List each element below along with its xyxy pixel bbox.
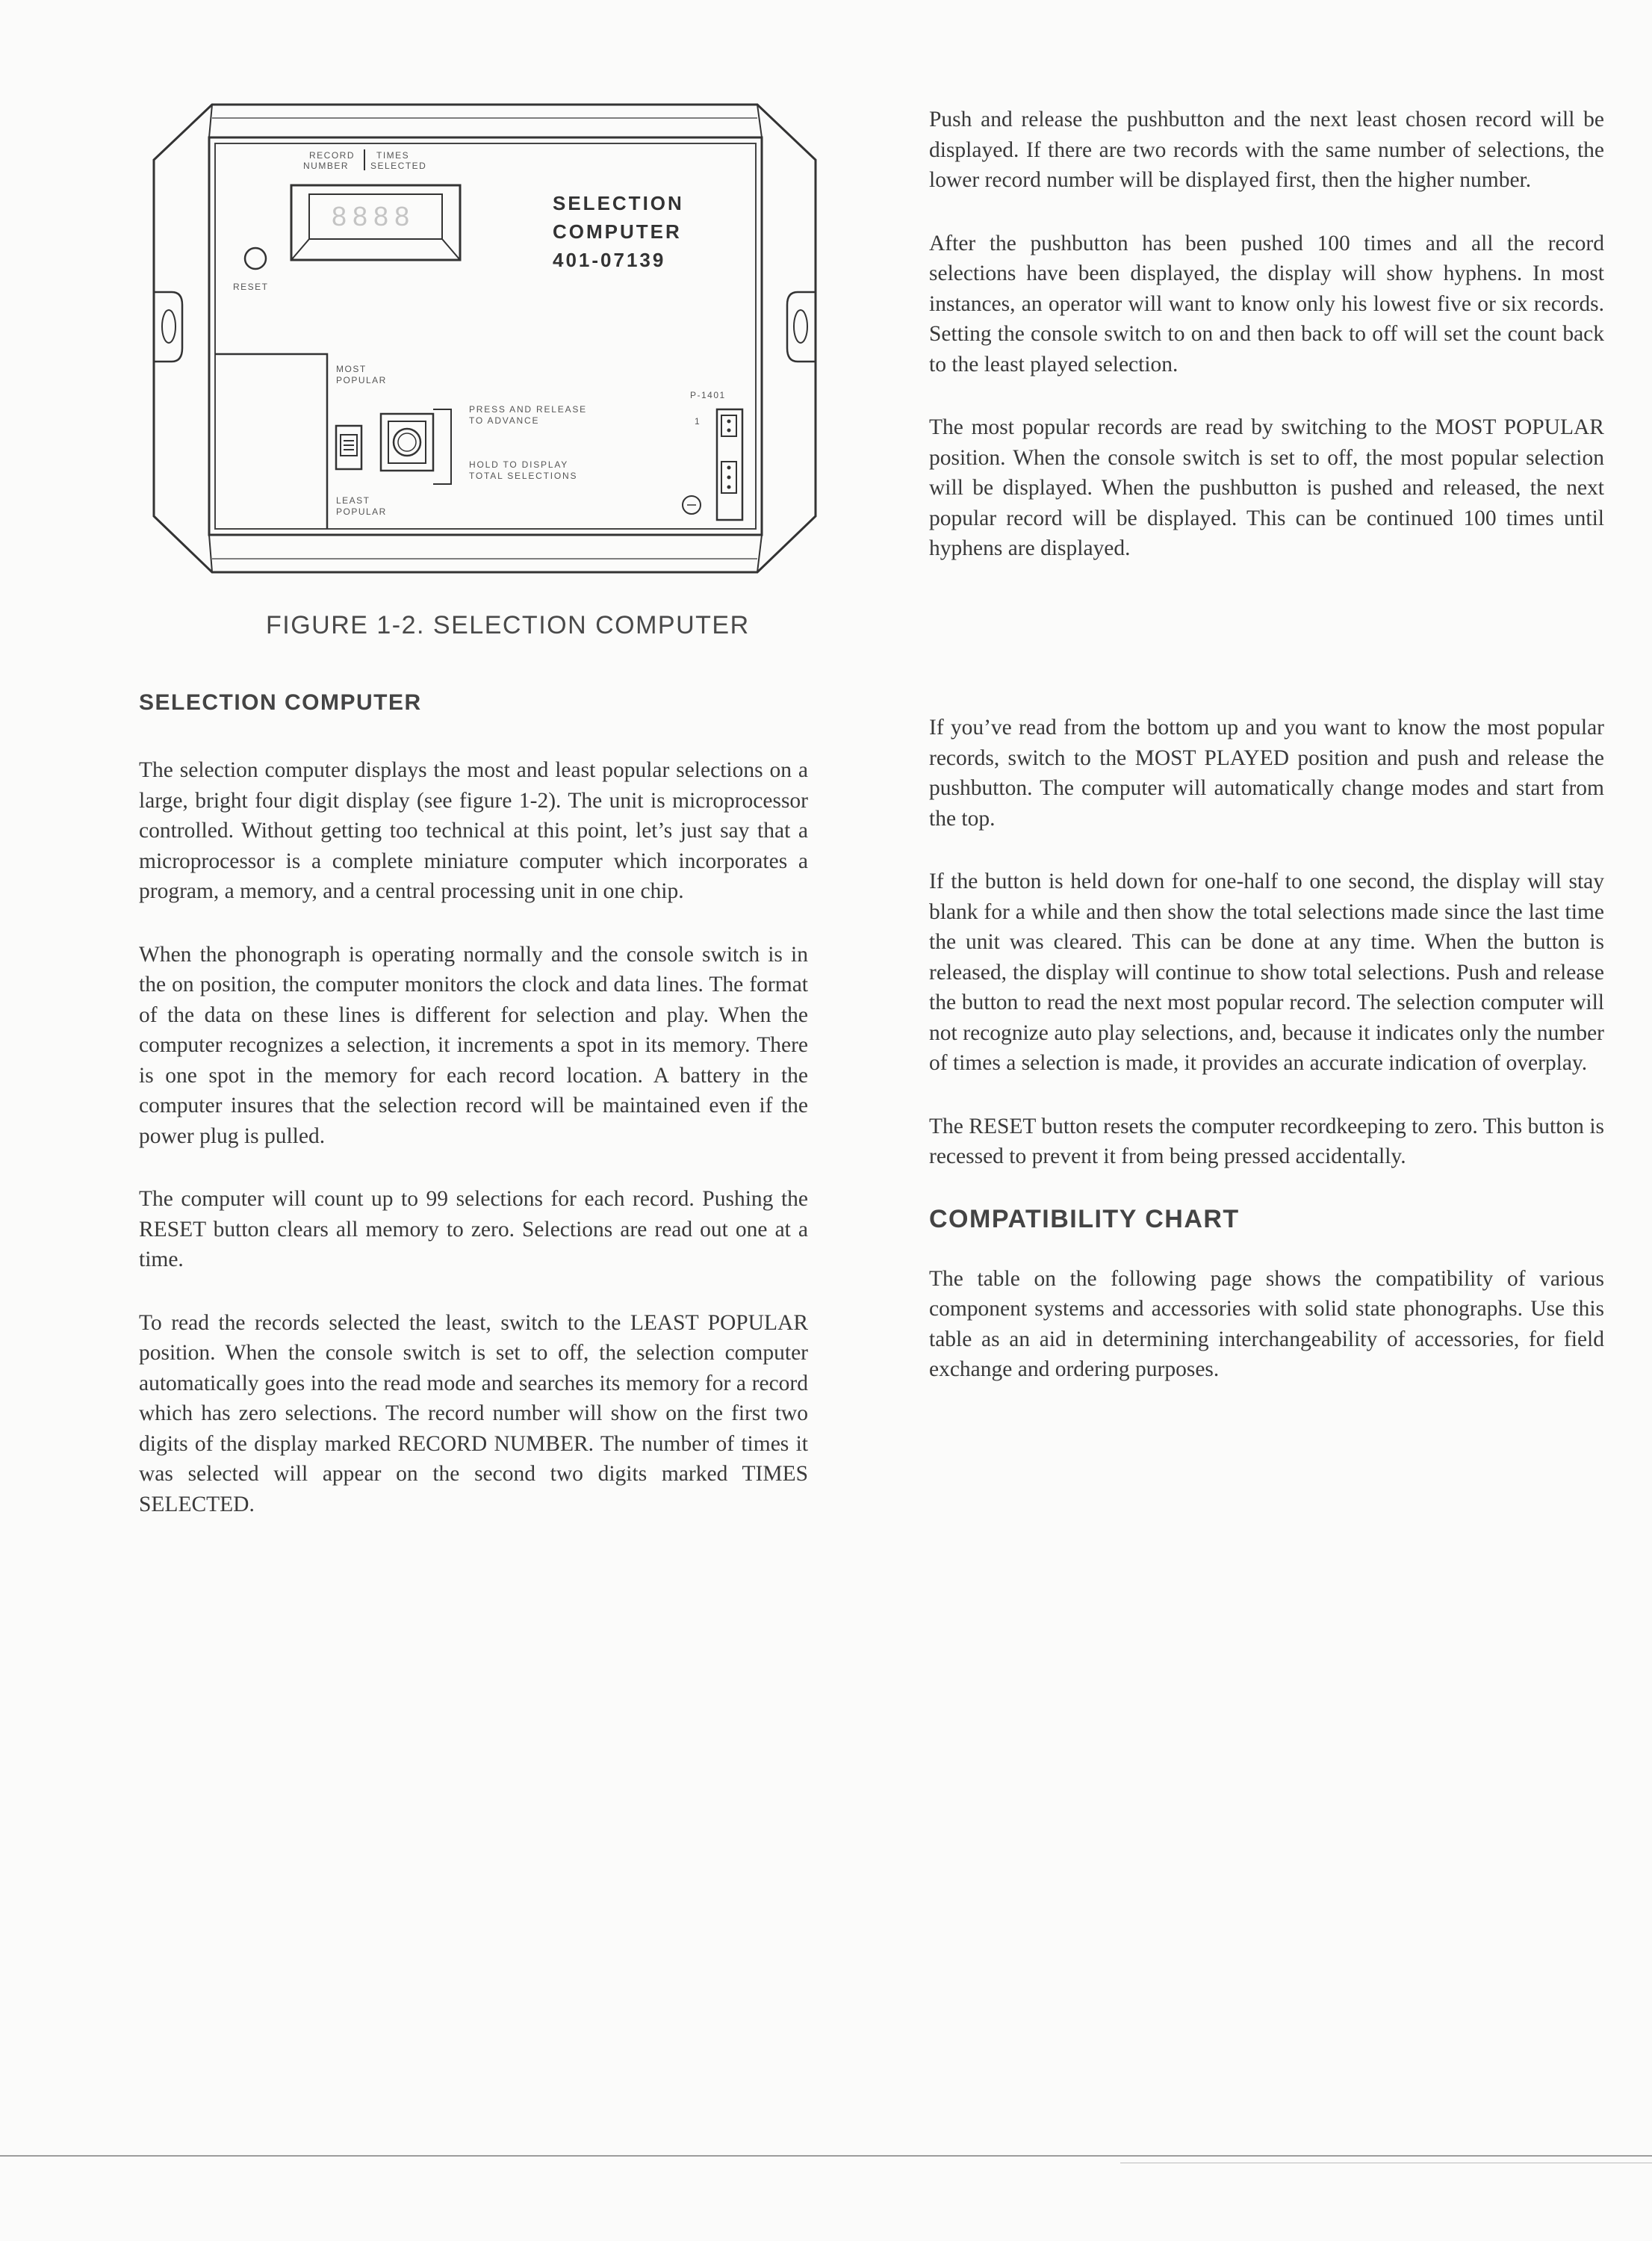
reset-label: RESET <box>233 282 269 292</box>
right-column <box>929 105 1604 597</box>
paragraph: The table on the following page shows the compatibility of various component systems and accessories with solid state phonographs. Use this table as an aid in determining interchangeability of accessories, for field exchange and ordering purposes. <box>929 1266 1604 1381</box>
section-heading-compatibility-chart: COMPATIBILITY CHART <box>929 1204 1240 1233</box>
least-popular-label-1: LEAST <box>336 495 370 506</box>
figure-title-3: 401-07139 <box>553 249 666 271</box>
right-column-continued <box>929 713 1604 1418</box>
figure-caption: FIGURE 1-2. SELECTION COMPUTER <box>266 611 750 639</box>
pin-label: 1 <box>695 416 700 427</box>
record-number-label-1: RECORD <box>309 150 355 161</box>
least-popular-label-2: POPULAR <box>336 506 387 517</box>
most-popular-label-2: POPULAR <box>336 375 387 385</box>
left-column <box>139 690 808 1552</box>
figure-title-2: COMPUTER <box>553 220 682 243</box>
right-mount-tab <box>787 292 816 362</box>
record-number-label-2: NUMBER <box>303 161 350 171</box>
section-heading-selection-computer: SELECTION COMPUTER <box>139 690 422 715</box>
most-popular-label-1: MOST <box>336 364 367 374</box>
paragraph: The most popular records are read by switching to the MOST POPULAR position. When the console switch is set to off, the most popular selection will be displayed. When the pushbutton is pushed and released, the next popular record will be displayed. This can be continued 100 times until hyphens are displayed. <box>929 415 1604 560</box>
figure-title-1: SELECTION <box>553 192 684 214</box>
paragraph: The selection computer displays the most and least popular selections on a large, bright four digit display (see figure 1-2). The unit is microprocessor controlled. Without getting too technical at this point, let’s just say that a microprocessor is a complete miniature computer which incorporates a program, a memory, and a central processing unit in one chip. <box>139 758 808 903</box>
times-selected-label-2: SELECTED <box>370 161 427 171</box>
hold-display-label-1: HOLD TO DISPLAY <box>469 459 569 470</box>
left-mount-tab <box>154 292 182 362</box>
selection-computer-figure <box>152 102 817 575</box>
page-bottom-rule <box>0 2155 1652 2157</box>
paragraph: The RESET button resets the computer recordkeeping to zero. This button is recessed to prevent it from being pressed accidentally. <box>929 1114 1604 1168</box>
press-release-label-1: PRESS AND RELEASE <box>469 404 587 415</box>
press-release-label-2: TO ADVANCE <box>469 415 540 426</box>
paragraph: When the phonograph is operating normally and the console switch is in the on position, the computer monitors the clock and data lines. The format of the data on these lines is different for selection and play. When the computer recognizes a selection, it increments a spot in its memory. There is one spot in the memory for each record location. A battery in the computer insures that the selection record will be maintained even if the power plug is pulled. <box>139 942 808 1148</box>
paragraph: The computer will count up to 99 selections for each record. Pushing the RESET button clears all memory to zero. Selections are read out one at a time. <box>139 1187 808 1271</box>
hold-display-label-2: TOTAL SELECTIONS <box>469 471 578 481</box>
connector-label: P-1401 <box>690 390 726 400</box>
paragraph: If you’ve read from the bottom up and you want to know the most popular records, switch to the MOST PLAYED position and push and release the pushbutton. The computer will automatically change modes and start from the top. <box>929 716 1604 831</box>
paragraph: Push and release the pushbutton and the next least chosen record will be displayed. If there are two records with the same number of selections, the lower record number will be displayed first, then the higher number. <box>929 108 1604 192</box>
paragraph: To read the records selected the least, switch to the LEAST POPULAR position. When the console switch is set to off, the selection computer automatically goes into the read mode and searches its memory for a record which has zero selections. The record number will show on the first two digits of the display marked RECORD NUMBER. The number of times it was selected will appear on the second two digits marked TIMES SELECTED. <box>139 1310 808 1516</box>
paragraph: After the pushbutton has been pushed 100 times and all the record selections have been displayed, the display will show hyphens. In most instances, an operator will want to know only his lowest five or six records. Setting the console switch to on and then back to off will set the count back to the least played selection. <box>929 231 1604 376</box>
paragraph: If the button is held down for one-half to one second, the display will stay blank for a while and then show the total selections made since the last time the unit was cleared. This can be done at any time. When the button is released, the display will continue to show total selections. Push and release the button to read the next most popular record. The selection computer will not recognize auto play selections, and, because it indicates only the number of times a selection is made, it provides an accurate indication of overplay. <box>929 870 1604 1075</box>
selection-computer-drawing <box>152 102 817 575</box>
times-selected-label-1: TIMES <box>376 150 410 161</box>
display-digits: 8888 <box>332 201 416 232</box>
reset-button[interactable] <box>245 248 266 269</box>
